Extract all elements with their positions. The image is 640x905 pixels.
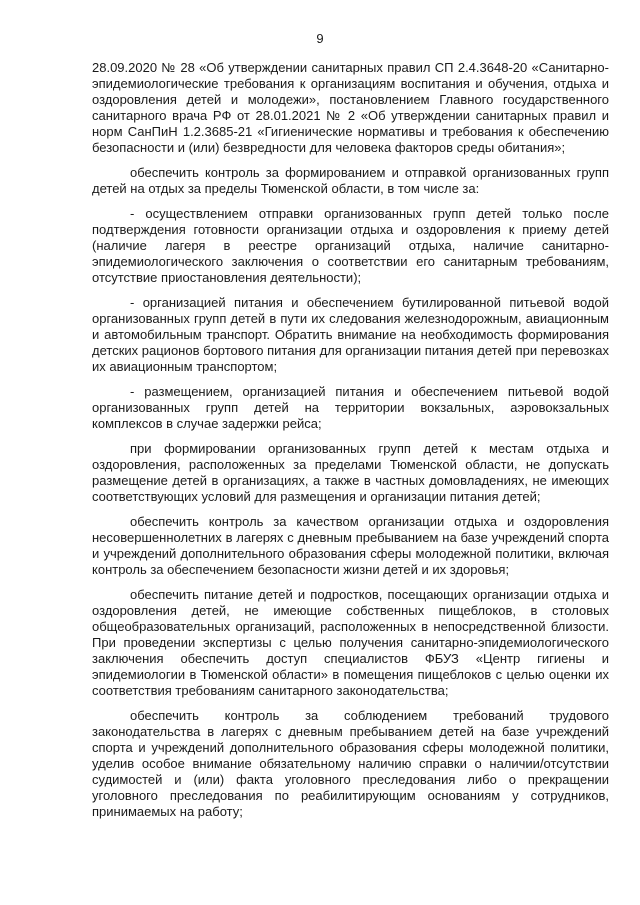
paragraph-labor-law-control: обеспечить контроль за соблюдением требований трудового законодательства в лагерях с дневным пребыванием детей на базе учреждений спорта и учреждений дополнительного образования сферы молодежной политики, уделив особое внимание обязательному наличию справки о наличии/отсутствии судимостей и (или) факта уголовного преследования либо о прекращении уголовного преследования по реабилитирующим основаниям у сотрудников, принимаемых на работу;: [92, 708, 609, 819]
paragraph-travel-food-water: - организацией питания и обеспечением бутилированной питьевой водой организованных групп детей в пути их следования железнодорожным, авиационным и автомобильным транспорт. Обратить внимание на необходимость формирования детских рационов бортового питания для организации питания детей при перевозках их авиационным транспортом;: [92, 295, 609, 374]
paragraph-dispatch-readiness: - осуществлением отправки организованных групп детей только после подтверждения готовности организации отдыха и оздоровления к приему детей (наличие лагеря в реестре организаций отдыха, наличие санитарно-эпидемиологического заключения о соответствии его санитарным требованиям, отсутствие приостановления деятельности);: [92, 206, 609, 285]
document-body: [92, 60, 609, 820]
paragraph-group-dispatch-control: обеспечить контроль за формированием и отправкой организованных групп детей на отдых за пределы Тюменской области, в том числе за:: [92, 165, 609, 196]
paragraph-day-camp-quality: обеспечить контроль за качеством организации отдыха и оздоровления несовершеннолетних в лагерях с дневным пребыванием на базе учреждений спорта и учреждений дополнительного образования сферы молодежной политики, включая контроль за обеспечением безопасности жизни детей и их здоровья;: [92, 514, 609, 577]
page-number: 9: [316, 31, 324, 46]
paragraph-accommodation-restriction: при формировании организованных групп детей к местам отдыха и оздоровления, расположенных за пределами Тюменской области, не допускать размещение детей в организациях, а также в частных домовладениях, не имеющих соответствующих условий для размещения и организации питания детей;: [92, 441, 609, 504]
paragraph-sanitary-rules-continuation: 28.09.2020 № 28 «Об утверждении санитарных правил СП 2.4.3648-20 «Санитарно-эпидемиологические требования к организациям воспитания и обучения, отдыха и оздоровления детей и молодежи», постановлением Главного государственного санитарного врача РФ от 28.01.2021 № 2 «Об утверждении санитарных правил и норм СанПиН 1.2.3685-21 «Гигиенические нормативы и требования к обеспечению безопасности и (или) безвредности для человека факторов среды обитания»;: [92, 60, 609, 155]
paragraph-catering-school-canteens: обеспечить питание детей и подростков, посещающих организации отдыха и оздоровления детей, не имеющие собственных пищеблоков, в столовых общеобразовательных организаций, расположенных в непосредственной близости. При проведении экспертизы с целью получения санитарно-эпидемиологического заключения обеспечить доступ специалистов ФБУЗ «Центр гигиены и эпидемиологии в Тюменской области» в помещения пищеблоков с целью оценки их соответствия требованиям санитарного законодательства;: [92, 587, 609, 698]
paragraph-station-delay: - размещением, организацией питания и обеспечением питьевой водой организованных групп детей на территории вокзальных, аэровокзальных комплексов в случае задержки рейса;: [92, 384, 609, 431]
